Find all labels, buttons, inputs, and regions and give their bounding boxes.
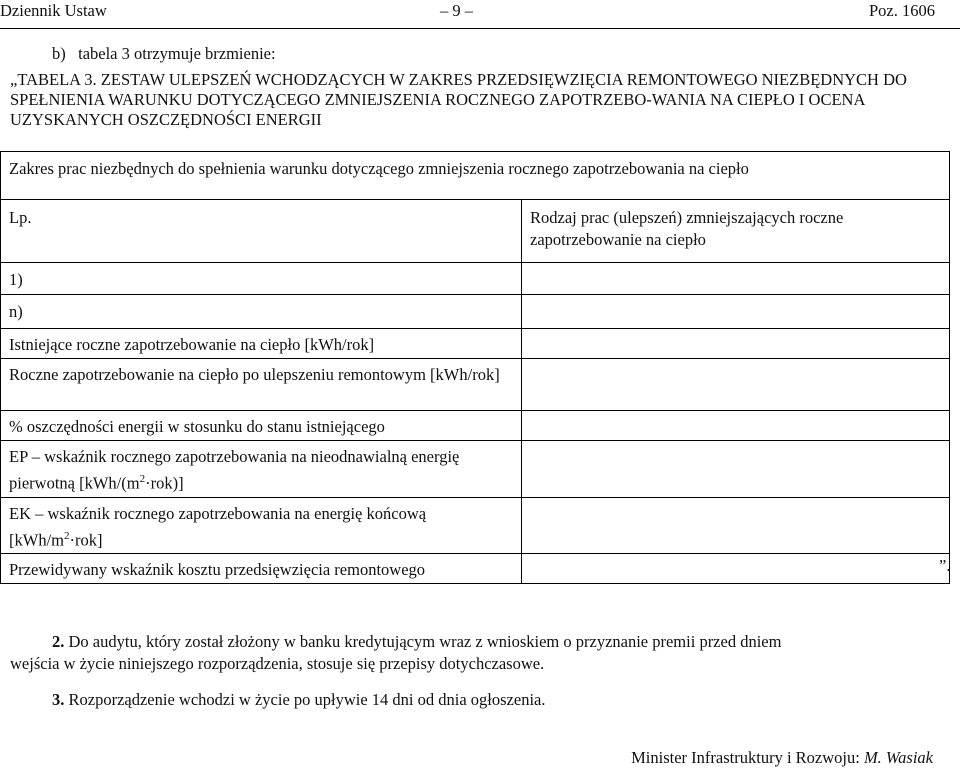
row-ep-value — [522, 441, 950, 498]
paragraph-3 — [52, 689, 932, 711]
row-existing-label: Istniejące roczne zapotrzebowanie na ciepło [kWh/rok] — [1, 329, 522, 359]
header-lp: Lp. — [1, 200, 522, 263]
row-savings-label: % oszczędności energii w stosunku do stanu istniejącego — [1, 411, 522, 441]
paragraph-2-number: 2. — [52, 632, 65, 651]
signature-role: Minister Infrastruktury i Rozwoju: — [631, 748, 860, 767]
row-ek-text: EK – wskaźnik rocznego zapotrzebowania na energię końcową [kWh/m — [9, 503, 427, 549]
row-1-label: 1) — [1, 263, 522, 295]
paragraph-2-continuation: wejścia w życie niniejszego rozporządzenia, stosuje się przepisy dotychczasowe. — [10, 654, 545, 673]
row-ek-value — [522, 497, 950, 554]
row-savings-value — [522, 411, 950, 441]
row-ek-end: ·rok] — [69, 530, 103, 549]
journal-title: Dziennik Ustaw — [0, 1, 107, 20]
row-existing-value — [522, 329, 950, 359]
header-works: Rodzaj prac (ulepszeń) zmniejszających roczne zapotrzebowanie na ciepło — [522, 200, 950, 263]
closing-quote-mark: ”. — [939, 556, 951, 575]
paragraph-3-number: 3. — [52, 690, 65, 709]
row-ep-text: EP – wskaźnik rocznego zapotrzebowania na nieodnawialną energię pierwotną [kWh/(m — [9, 447, 460, 493]
row-ek-label — [1, 497, 522, 554]
row-ek-sup: 2 — [64, 529, 70, 542]
savings-table — [0, 151, 950, 584]
position-number: Poz. 1606 — [869, 1, 935, 20]
row-after-label: Roczne zapotrzebowanie na ciepło po ulepszeniu remontowym [kWh/rok] — [1, 359, 522, 411]
row-n-label: n) — [1, 295, 522, 329]
row-ep-label — [1, 441, 522, 498]
paragraph-3-text: Rozporządzenie wchodzi w życie po upływie 14 dni od dnia ogłoszenia. — [68, 690, 546, 709]
row-ep-sup: 2 — [139, 473, 146, 485]
signature-name: M. Wasiak — [863, 748, 933, 767]
table-title-row: Zakres prac niezbędnych do spełnienia warunku dotyczącego zmniejszenia rocznego zapotrzebowania na ciepło — [1, 152, 950, 200]
header-divider — [0, 28, 960, 29]
page-number: – 9 – — [440, 1, 473, 20]
row-n-value — [522, 295, 950, 329]
intro-line: b) tabela 3 otrzymuje brzmienie: — [52, 44, 276, 63]
row-cost-label: Przewidywany wskaźnik kosztu przedsięwzięcia remontowego — [1, 554, 522, 584]
table-caption: „TABELA 3. ZESTAW ULEPSZEŃ WCHODZĄCYCH W ZAKRES PRZEDSIĘWZIĘCIA REMONTOWEGO NIEZBĘDNYCH DO SPEŁNIENIA WARUNKU DOTYCZĄCEGO ZMNIEJSZENIA ROCZNEGO ZAPOTRZEBO-WANIA NA CIEPŁO I OCENA UZYSKANYCH OSZCZĘDNOŚCI ENERGII — [10, 70, 907, 129]
row-1-value — [522, 263, 950, 295]
paragraph-2 — [52, 631, 932, 653]
row-cost-value — [522, 554, 950, 584]
row-after-value — [522, 359, 950, 411]
signature — [631, 748, 933, 768]
paragraph-2-text: Do audytu, który został złożony w banku kredytującym wraz z wnioskiem o przyznanie premii przed dniem — [68, 632, 782, 651]
row-ep-end: ·rok)] — [145, 473, 184, 493]
